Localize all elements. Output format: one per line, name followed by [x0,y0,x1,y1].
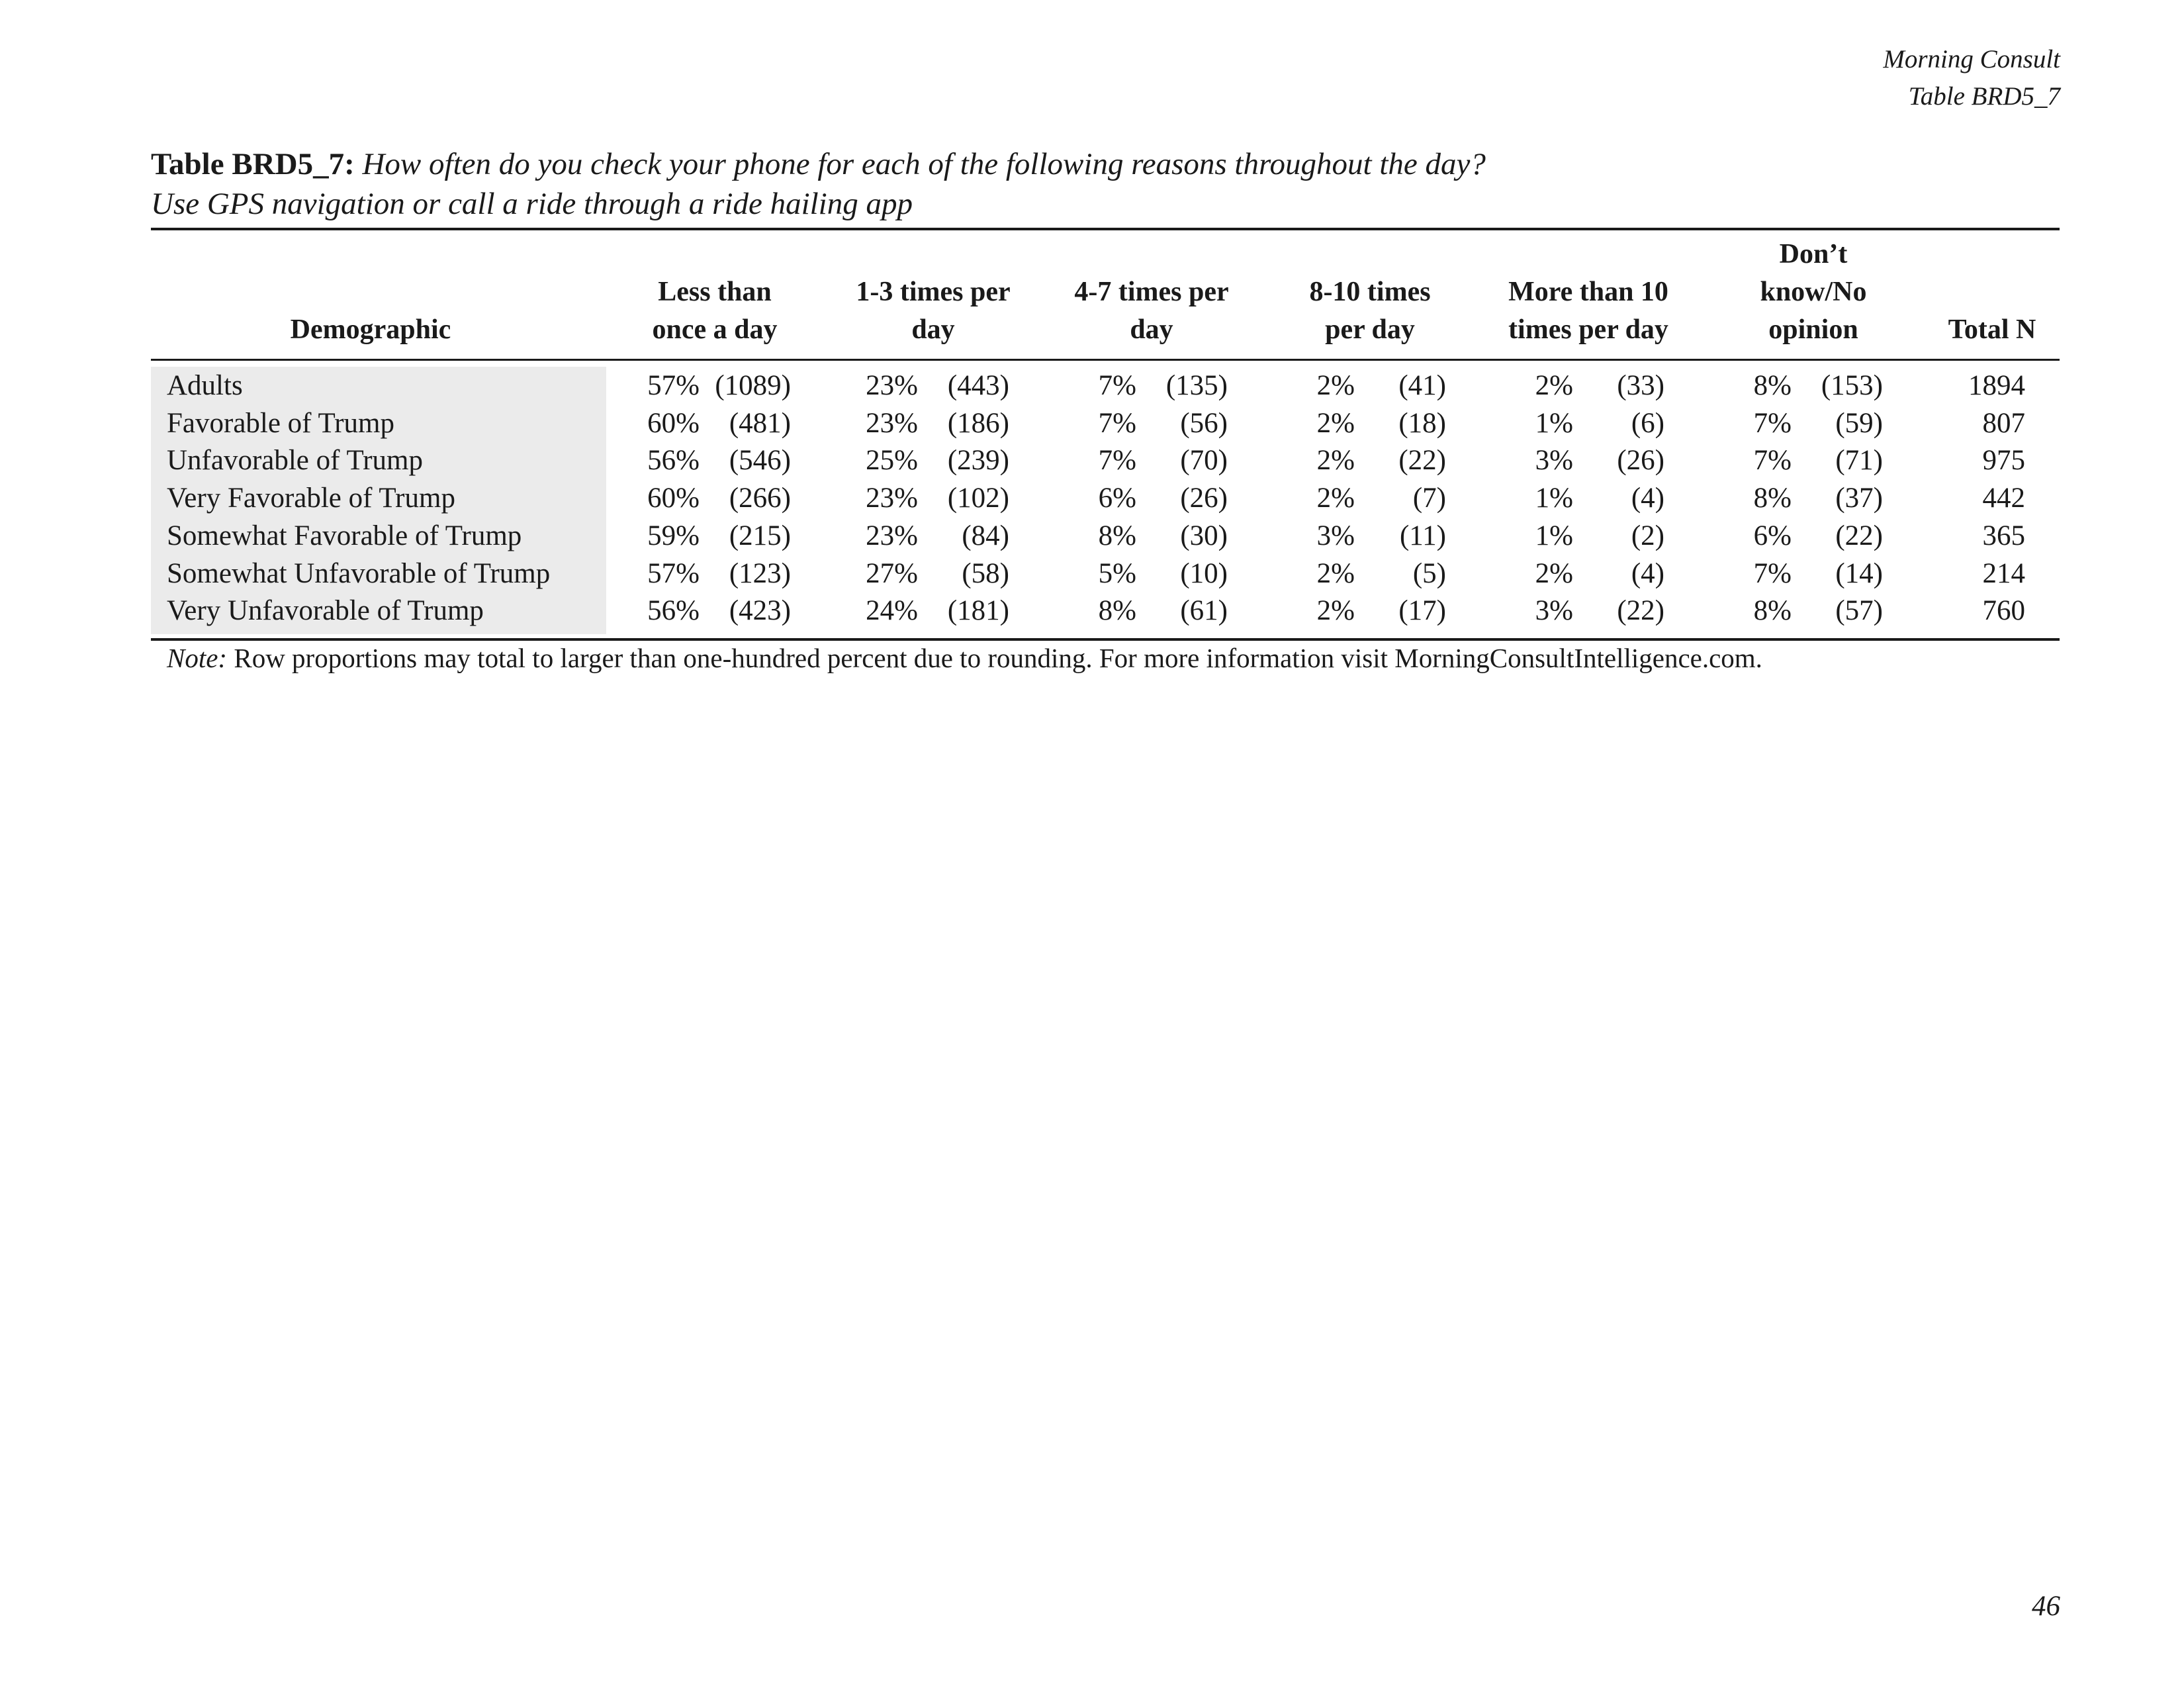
cell-percent: 1% [1535,520,1573,551]
cell-count: (423) [729,595,791,626]
source-name: Morning Consult [1883,45,2060,73]
cell-percent: 1% [1535,483,1573,514]
cell-total-n: 975 [1982,445,2025,476]
cell-percent: 2% [1535,370,1573,401]
cell-count: (239) [947,445,1009,476]
cell-count: (37) [1835,483,1883,514]
cell-percent: 25% [866,445,918,476]
report-header [1883,41,2060,115]
header-rule [151,359,2060,361]
cell-percent: 7% [1098,370,1136,401]
cell-count: (123) [729,558,791,589]
top-rule [151,228,2060,230]
column-header-1-3-times: 1-3 times per day [856,277,1011,345]
cell-count: (58) [962,558,1009,589]
cell-count: (61) [1180,595,1228,626]
table-id: Table BRD5_7 [1908,82,2060,111]
cell-count: (18) [1398,408,1446,439]
cell-count: (266) [729,483,791,514]
table-note [167,639,1762,677]
cell-percent: 2% [1535,558,1573,589]
table-row [0,555,2184,592]
cell-percent: 8% [1753,483,1792,514]
cell-count: (26) [1617,445,1664,476]
cell-count: (10) [1180,558,1228,589]
cell-percent: 6% [1098,483,1136,514]
cell-count: (102) [947,483,1009,514]
row-demographic: Very Favorable of Trump [167,483,455,514]
cell-count: (135) [1165,370,1228,401]
cell-percent: 7% [1098,445,1136,476]
cell-count: (59) [1835,408,1883,439]
cell-percent: 8% [1098,520,1136,551]
cell-percent: 3% [1535,595,1573,626]
cell-percent: 60% [647,483,700,514]
cell-percent: 7% [1753,408,1792,439]
column-header-total-n: Total N [1948,314,2036,345]
cell-percent: 57% [647,370,700,401]
cell-count: (30) [1180,520,1228,551]
cell-percent: 3% [1316,520,1355,551]
cell-percent: 57% [647,558,700,589]
cell-count: (7) [1412,483,1446,514]
cell-percent: 8% [1753,595,1792,626]
column-header-4-7-times: 4-7 times per day [1074,277,1229,345]
cell-total-n: 365 [1982,520,2025,551]
table-row [0,517,2184,555]
cell-percent: 8% [1753,370,1792,401]
cell-count: (71) [1835,445,1883,476]
cell-count: (546) [729,445,791,476]
cell-percent: 1% [1535,408,1573,439]
cell-count: (215) [729,520,791,551]
cell-percent: 27% [866,558,918,589]
page-number: 46 [2032,1591,2060,1622]
table-question: How often do you check your phone for each of the following reasons throughout the day? [362,147,1486,181]
cell-count: (2) [1631,520,1664,551]
column-header-demographic: Demographic [290,314,451,345]
cell-count: (56) [1180,408,1228,439]
cell-count: (22) [1398,445,1446,476]
row-demographic: Favorable of Trump [167,408,394,439]
cell-percent: 23% [866,408,918,439]
column-header-dont-know: Don’t know/No opinion [1760,239,1867,345]
cell-count: (84) [962,520,1009,551]
cell-count: (22) [1835,520,1883,551]
column-header-8-10-times: 8-10 times per day [1309,277,1431,345]
cell-count: (1089) [715,370,791,401]
cell-percent: 7% [1753,558,1792,589]
table-row [0,592,2184,630]
note-label: Note: [167,643,228,673]
cell-percent: 3% [1535,445,1573,476]
cell-percent: 2% [1316,408,1355,439]
cell-count: (17) [1398,595,1446,626]
cell-count: (4) [1631,558,1664,589]
table-title-label: Table BRD5_7: [151,147,355,181]
cell-percent: 2% [1316,595,1355,626]
cell-percent: 59% [647,520,700,551]
cell-total-n: 760 [1982,595,2025,626]
cell-percent: 56% [647,595,700,626]
cell-count: (33) [1617,370,1664,401]
cell-percent: 8% [1098,595,1136,626]
cell-percent: 7% [1753,445,1792,476]
cell-percent: 23% [866,370,918,401]
column-header-less-than-once: Less than once a day [652,277,778,345]
cell-percent: 23% [866,520,918,551]
cell-percent: 56% [647,445,700,476]
row-demographic: Somewhat Favorable of Trump [167,520,522,551]
cell-count: (26) [1180,483,1228,514]
cell-percent: 24% [866,595,918,626]
cell-count: (4) [1631,483,1664,514]
table-row [0,367,2184,404]
cell-count: (5) [1412,558,1446,589]
row-demographic: Very Unfavorable of Trump [167,595,484,626]
cell-total-n: 214 [1982,558,2025,589]
cell-percent: 7% [1098,408,1136,439]
cell-count: (70) [1180,445,1228,476]
cell-percent: 6% [1753,520,1792,551]
cell-percent: 2% [1316,558,1355,589]
note-text: Row proportions may total to larger than one-hundred percent due to rounding. For more information visit MorningConsultIntelligence.com. [234,643,1762,673]
cell-count: (186) [947,408,1009,439]
cell-percent: 23% [866,483,918,514]
cell-percent: 2% [1316,445,1355,476]
cell-percent: 2% [1316,483,1355,514]
cell-count: (481) [729,408,791,439]
table-row [0,479,2184,517]
table-subtitle: Use GPS navigation or call a ride through a ride hailing app [151,187,913,221]
cell-count: (14) [1835,558,1883,589]
column-header-more-than-10: More than 10 times per day [1508,277,1668,345]
row-demographic: Adults [167,370,243,401]
cell-count: (57) [1835,595,1883,626]
cell-count: (22) [1617,595,1664,626]
row-demographic: Somewhat Unfavorable of Trump [167,558,551,589]
cell-count: (443) [947,370,1009,401]
cell-percent: 5% [1098,558,1136,589]
cell-count: (11) [1399,520,1446,551]
cell-total-n: 1894 [1968,370,2025,401]
cell-percent: 2% [1316,370,1355,401]
table-row [0,442,2184,479]
cell-total-n: 442 [1982,483,2025,514]
row-demographic: Unfavorable of Trump [167,445,423,476]
cell-total-n: 807 [1982,408,2025,439]
table-row [0,404,2184,442]
cell-count: (181) [947,595,1009,626]
cell-count: (6) [1631,408,1664,439]
cell-count: (153) [1821,370,1883,401]
cell-percent: 60% [647,408,700,439]
cell-count: (41) [1398,370,1446,401]
table-title [151,144,2057,224]
